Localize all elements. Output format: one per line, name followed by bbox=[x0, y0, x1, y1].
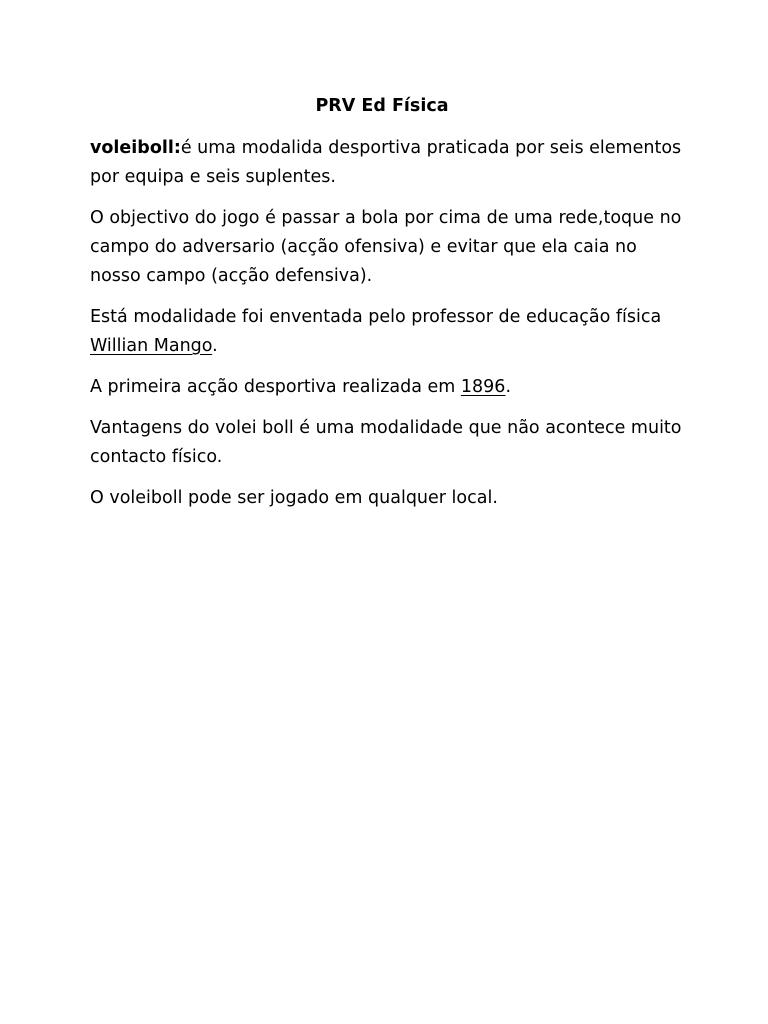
inventor-name: Willian Mango bbox=[90, 336, 213, 356]
first-event-text-after: . bbox=[505, 377, 512, 397]
first-event-text-before: A primeira acção desportiva realizada em bbox=[90, 377, 461, 397]
inventor-text-before: Está modalidade foi enventada pelo professor de educação física bbox=[90, 307, 662, 327]
definition-text: é uma modalida desportiva praticada por seis elementos por equipa e seis suplentes. bbox=[90, 138, 682, 187]
paragraph-definition bbox=[90, 134, 690, 192]
first-event-year: 1896 bbox=[460, 377, 506, 397]
paragraph-objective: O objectivo do jogo é passar a bola por cima de uma rede,toque no campo do adversario (acção ofensiva) e evitar que ela caia no nosso campo (acção defensiva). bbox=[90, 208, 682, 286]
paragraph-first-event bbox=[90, 373, 690, 402]
document-title: PRV Ed Física bbox=[315, 96, 449, 116]
paragraph-location: O voleiboll pode ser jogado em qualquer local. bbox=[90, 488, 498, 508]
term-voleiboll: voleiboll: bbox=[90, 138, 181, 158]
document-body bbox=[90, 92, 690, 525]
inventor-text-after: . bbox=[212, 336, 218, 356]
paragraph-advantages: Vantagens do volei boll é uma modalidade que não acontece muito contacto físico. bbox=[90, 418, 682, 467]
paragraph-inventor bbox=[90, 303, 690, 361]
